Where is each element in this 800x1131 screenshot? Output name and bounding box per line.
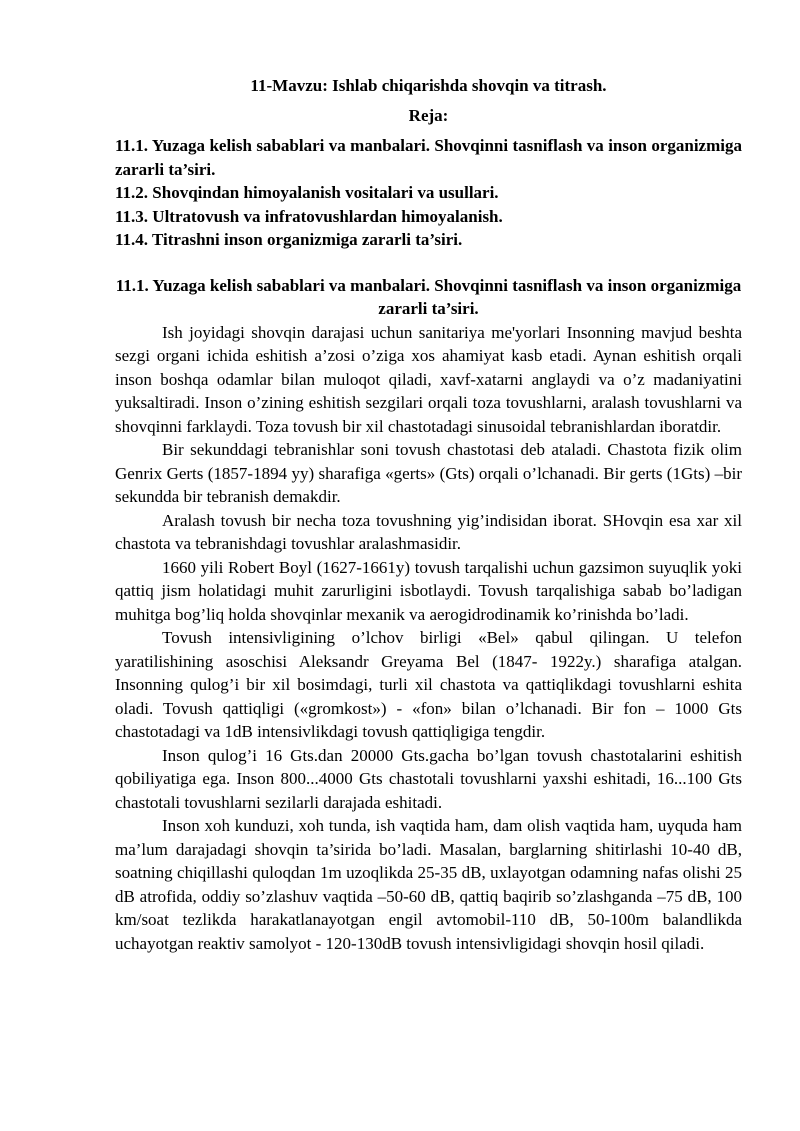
plan-item-2: 11.2. Shovqindan himoyalanish vositalari va usullari. (115, 183, 499, 202)
paragraph-7: Inson xoh kunduzi, xoh tunda, ish vaqtida ham, dam olish vaqtida ham, uyquda ham ma’lum darajadagi shovqin ta’sirida bo’ladi. Masalan, barglarning shitirlashi 10-40 dB, soatning chiqillashi quloqdan 1m uzoqlikda 25-35 dB, uxlayotgan odamning nafas olishi 25 dB atrofida, oddiy so’zlashuv vaqtida –50-60 dB, qattiq baqirib so’zlashganda –75 dB, 100 km/soat tezlikda harakatlanayotgan engil avtomobil-110 dB, 50-100m balandlikda uchayotgan reaktiv samolyot - 120-130dB tovush intensivligidagi shovqin hosil qiladi. (115, 816, 742, 953)
paragraph-6: Inson qulog’i 16 Gts.dan 20000 Gts.gacha bo’lgan tovush chastotalarini eshitish qobiliyatiga ega. Inson 800...4000 Gts chastotali tovushlarni yaxshi eshitadi, 16...100 Gts chastotali tovushlarni sezilarli darajada eshitadi. (115, 745, 742, 812)
paragraph-1: Ish joyidagi shovqin darajasi uchun sanitariya me'yorlari Insonning mavjud beshta sezgi organi ichida eshitish a’zosi o’ziga xos ahamiyat kasb etadi. Aynan eshitish orqali inson boshqa odamlar bilan muloqot qiladi, xavf-xatarni anglaydi va o’z madaniyatini yuksaltiradi. Inson o’zining eshitish sezgilari orqali toza tovushlarni, aralash tovushlarni va shovqinni farklaydi. Toza tovush bir xil chastotadagi sinusoidal tebranishlardan iboratdir. (115, 322, 742, 436)
plan-item-1: 11.1. Yuzaga kelish sabablari va manbalari. Shovqinni tasniflash va inson organizmiga zararli ta’siri. (115, 136, 742, 179)
page-title: 11-Mavzu: Ishlab chiqarishda shovqin va titrash. (250, 76, 607, 95)
plan-list (115, 134, 742, 252)
paragraph-3: Aralash tovush bir necha toza tovushning yig’indisidan iborat. SHovqin esa xar xil chastota va tebranishdagi tovushlar aralashmasidir. (115, 510, 742, 553)
document-page (115, 74, 742, 955)
paragraph-4: 1660 yili Robert Boyl (1627-1661y) tovush tarqalishi uchun gazsimon suyuqlik yoki qattiq jism holatidagi muhit zarurligini isbotlaydi. Tovush tarqalishiga sabab bo’ladigan muhitga bog’liq holda shovqinlar mexanik va aerogidrodinamik ko’rinishda bo’ladi. (115, 557, 742, 624)
paragraph-5: Tovush intensivligining o’lchov birligi «Bel» qabul qilingan. U telefon yaratilishining asoschisi Aleksandr Greyama Bel (1847- 1922y.) sharafiga atalgan. Insonning qulog’i bir xil bosimdagi, turli xil chastota va qattiqlikdagi tovushlarni eshita oladi. Tovush qattiqligi («gromkost») - «fon» bilan o’lchanadi. Bir fon – 1000 Gts chastotadagi va 1dB intensivlikdagi tovush qattiqligiga tengdir. (115, 628, 742, 741)
plan-heading: Reja: (408, 106, 449, 125)
plan-item-3: 11.3. Ultratovush va infratovushlardan himoyalanish. (115, 206, 503, 226)
plan-item-4: 11.4. Titrashni inson organizmiga zararli ta’siri. (115, 230, 463, 249)
paragraph-2: Bir sekunddagi tebranishlar soni tovush chastotasi deb ataladi. Chastota fizik olim Genrix Gerts (1857-1894 yy) sharafiga «gerts» (Gts) orqali o’lchanadi. Bir gerts (1Gts) –bir sekundda bir tebranish demakdir. (115, 440, 742, 506)
section-heading: 11.1. Yuzaga kelish sabablari va manbalari. Shovqinni tasniflash va inson organizmiga zararli ta’siri. (115, 275, 742, 318)
